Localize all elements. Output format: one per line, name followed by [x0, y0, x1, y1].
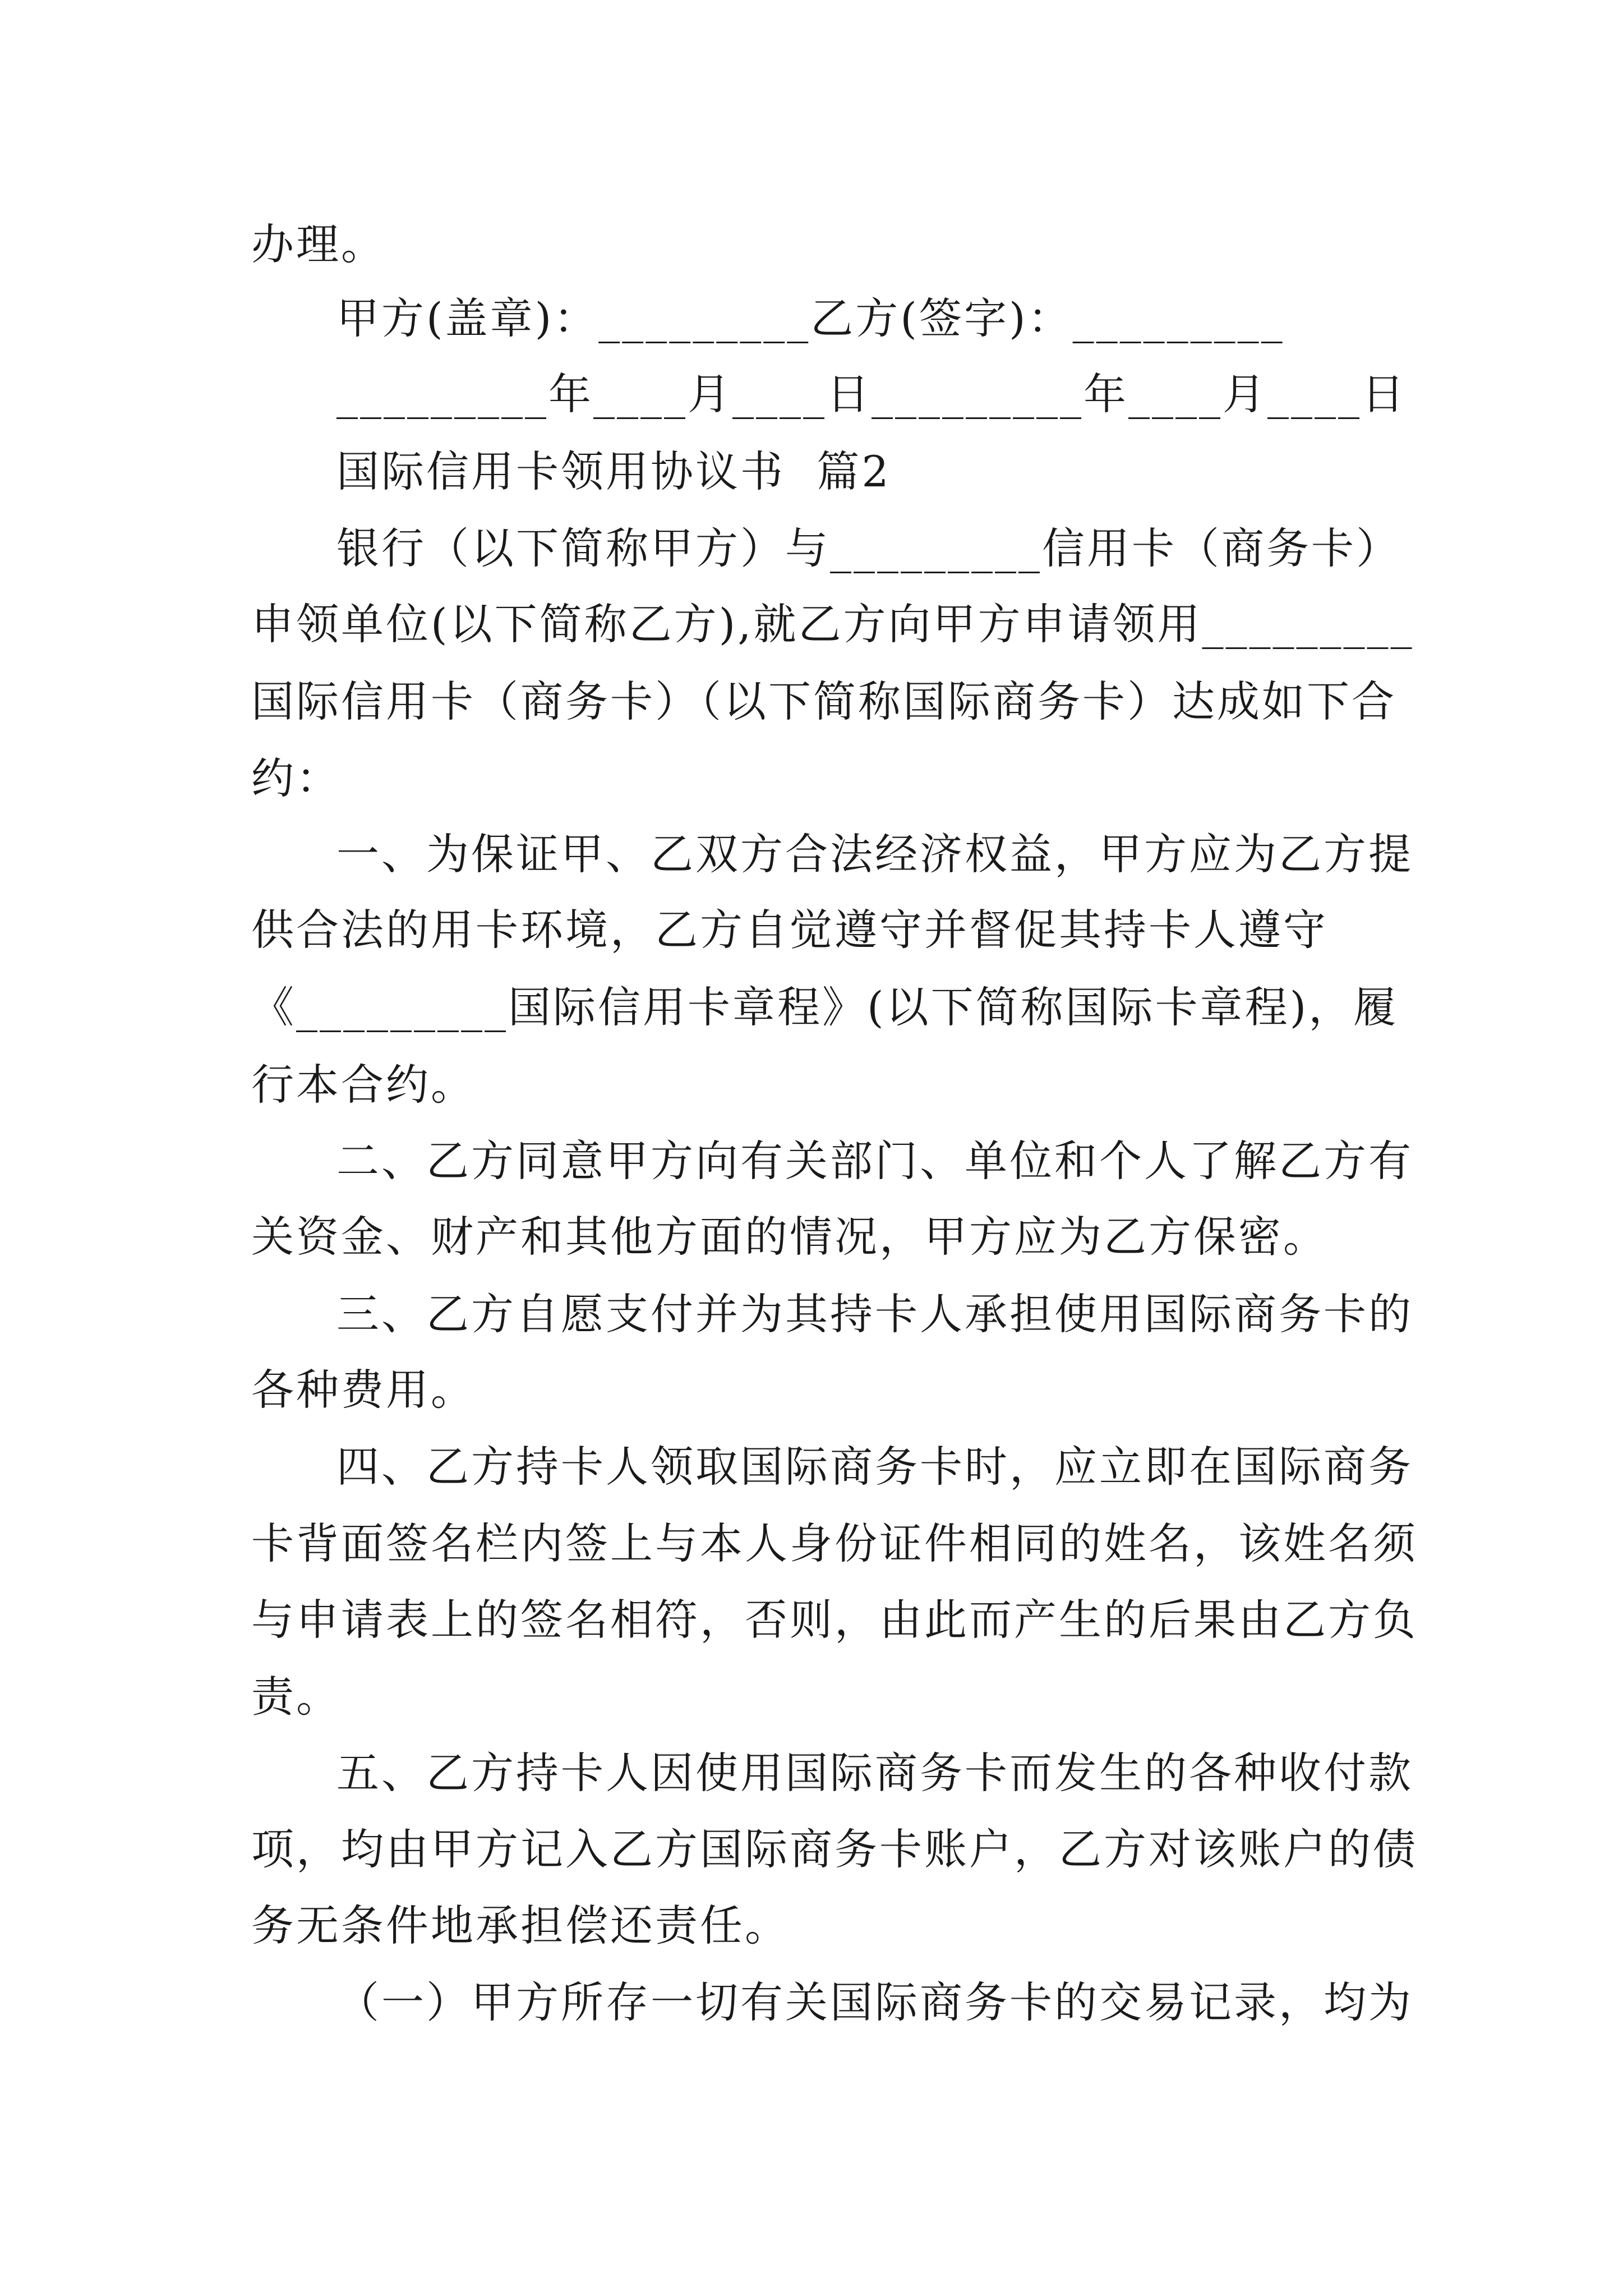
text-line-9: 一、为保证甲、乙双方合法经济权益，甲方应为乙方提	[336, 829, 1413, 879]
text-line-7: 国际信用卡（商务卡）（以下简称国际商务卡）达成如下合	[251, 677, 1396, 726]
text-line-19: 与申请表上的签名相符，否则，由此而产生的后果由乙方负	[251, 1595, 1418, 1645]
text-line-8: 约：	[251, 753, 341, 803]
text-line-18: 卡背面签名栏内签上与本人身份证件相同的姓名，该姓名须	[251, 1519, 1418, 1568]
text-line-1: 办理。	[251, 219, 386, 269]
text-line-15: 三、乙方自愿支付并为其持卡人承担使用国际商务卡的	[336, 1289, 1413, 1339]
text-line-22: 项，均由甲方记入乙方国际商务卡账户，乙方对该账户的债	[251, 1824, 1418, 1874]
text-line-23: 务无条件地承担偿还责任。	[251, 1901, 790, 1950]
text-line-24: （一）甲方所存一切有关国际商务卡的交易记录，均为	[336, 1977, 1413, 2027]
text-line-10: 供合法的用卡环境，乙方自觉遵守并督促其持卡人遵守	[251, 905, 1328, 955]
text-line-12: 行本合约。	[251, 1060, 476, 1110]
text-line-5: 银行（以下简称甲方）与_________信用卡（商务卡）	[336, 523, 1401, 573]
text-line-16: 各种费用。	[251, 1365, 476, 1415]
signature-line-dates: _________年____月____日_________年____月____日	[336, 369, 1407, 419]
text-line-20: 责。	[251, 1672, 341, 1722]
section-heading: 国际信用卡领用协议书 篇2	[336, 447, 891, 496]
text-line-6: 申领单位(以下简称乙方),就乙方向甲方申请领用_________	[251, 599, 1414, 649]
text-line-21: 五、乙方持卡人因使用国际商务卡而发生的各种收付款	[336, 1748, 1413, 1798]
text-line-11: 《_________国际信用卡章程》(以下简称国际卡章程)，履	[251, 982, 1399, 1032]
text-line-13: 二、乙方同意甲方向有关部门、单位和个人了解乙方有	[336, 1136, 1413, 1186]
text-line-14: 关资金、财产和其他方面的情况，甲方应为乙方保密。	[251, 1212, 1328, 1262]
text-line-17: 四、乙方持卡人领取国际商务卡时，应立即在国际商务	[336, 1442, 1413, 1492]
signature-line-parties: 甲方(盖章)：_________乙方(签字)：_________	[336, 293, 1285, 343]
